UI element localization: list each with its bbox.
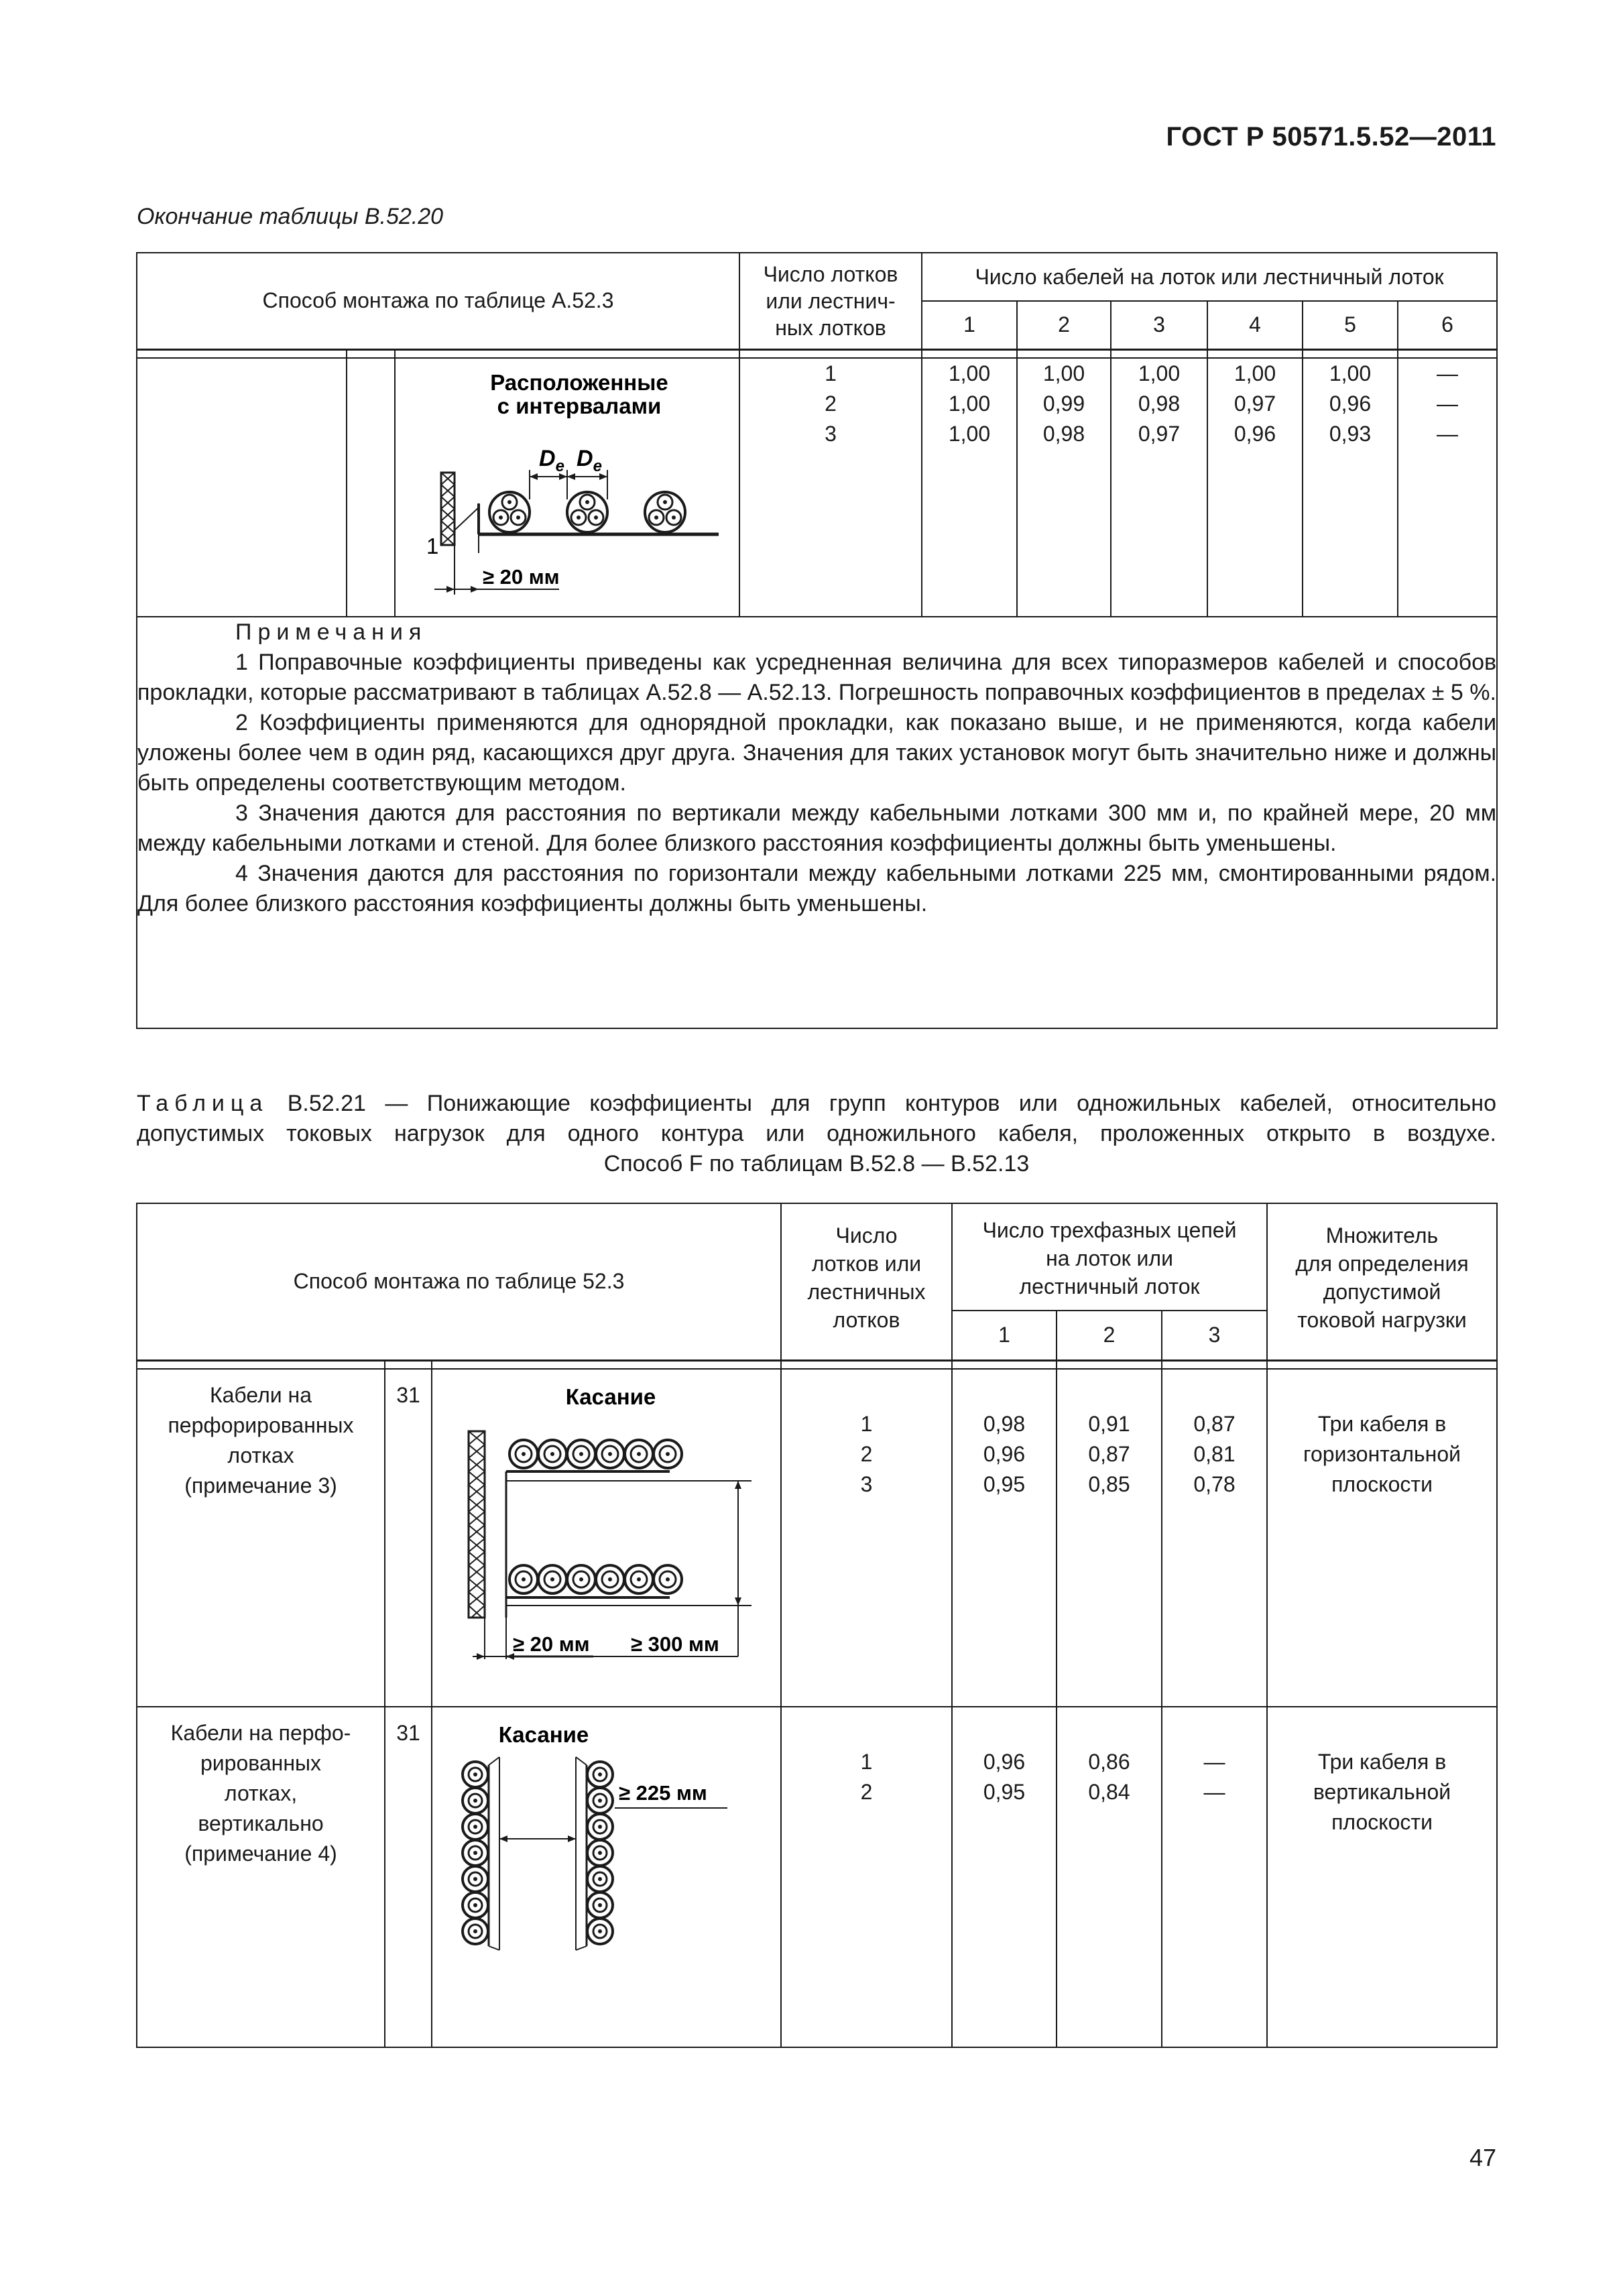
col-header: 2 <box>1057 1311 1162 1360</box>
multiplier-header: Множитель для определения допустимой токовой нагрузки <box>1267 1203 1497 1360</box>
svg-text:De: $D_e$ <box>539 445 564 475</box>
cable-trefoil <box>489 492 530 532</box>
empty-cell <box>137 358 347 617</box>
dimension-20mm: ≥ 20 мм <box>483 564 560 589</box>
note-4: 4 Значения даются для расстояния по горизонтали между кабельными лотками 225 мм, смонтированными рядом. Для более близкого расстояния коэффициенты должны быть уменьшены. <box>137 860 1497 916</box>
factor-column: 1,00 0,98 0,97 <box>1111 358 1207 617</box>
method-header: Способ монтажа по таблице А.52.3 <box>137 253 739 349</box>
row-label: Кабели на перфо- рированных лотках, вертикально (примечание 4) <box>137 1707 385 2047</box>
col-header: 6 <box>1398 301 1497 349</box>
table-continuation-caption: Окончание таблицы В.52.20 <box>137 204 444 229</box>
col-header: 1 <box>952 1311 1057 1360</box>
method-code: 31 <box>385 1707 432 2047</box>
dimension-225mm: ≥ 225 мм <box>619 1780 707 1805</box>
table-b5220 <box>136 252 1498 1029</box>
factor-column: 0,91 0,87 0,85 <box>1057 1369 1162 1707</box>
horizontal-trays-diagram <box>432 1369 781 1707</box>
multiplier-value: Три кабеля в вертикальной плоскости <box>1267 1707 1497 2047</box>
trays-values: 1 2 3 <box>781 1369 952 1707</box>
vertical-trays-diagram <box>432 1707 781 2047</box>
trays-header: Число лотков или лестничных лотков <box>781 1203 952 1360</box>
circuits-header: Число трехфазных цепей на лоток или лестничный лоток <box>952 1203 1267 1311</box>
diagram-title: Расположенные <box>490 369 668 395</box>
factor-column: 0,96 0,95 <box>952 1707 1057 2047</box>
empty-cell <box>347 358 395 617</box>
factor-column: 0,87 0,81 0,78 <box>1162 1369 1267 1707</box>
trays-values: 1 2 3 <box>739 358 922 617</box>
dimension-300mm: ≥ 300 мм <box>631 1632 719 1656</box>
cable-trefoil <box>567 492 607 532</box>
factor-column: 1,00 0,96 0,93 <box>1303 358 1398 617</box>
cable-trefoil <box>645 492 685 532</box>
col-header: 5 <box>1303 301 1398 349</box>
method-header: Способ монтажа по таблице 52.3 <box>137 1203 781 1360</box>
col-header: 3 <box>1162 1311 1267 1360</box>
diagram-title: Касание <box>565 1384 656 1409</box>
table-b5221 <box>136 1203 1498 2048</box>
note-3: 3 Значения даются для расстояния по вертикали между кабельными лотками 300 мм и, по крайней мере, 20 мм между кабельными лотками и стеной. Для более близкого расстояния коэффициенты должны быть уменьшены. <box>137 800 1497 856</box>
factor-column: 0,98 0,96 0,95 <box>952 1369 1057 1707</box>
cable-column-left <box>463 1762 488 1944</box>
table-notes <box>137 617 1497 1028</box>
trays-values: 1 2 <box>781 1707 952 2047</box>
table-b5221-caption: Таблица В.52.21 — Понижающие коэффициенты для групп контуров или одножильных кабелей, относительно допустимых токовых нагрузок для одного контура или одножильного кабеля, проложенных открыто в воздухе. Способ F по таблицам В.52.8 — В.52.13 <box>137 1091 1496 1176</box>
cable-row-upper <box>509 1440 682 1468</box>
dimension-20mm: ≥ 20 мм <box>513 1632 590 1656</box>
factor-column: — — — <box>1398 358 1497 617</box>
diagram-title: с интервалами <box>497 393 662 418</box>
cable-row-lower <box>509 1565 682 1593</box>
factor-column: 0,86 0,84 <box>1057 1707 1162 2047</box>
cable-column-right <box>587 1762 613 1944</box>
factor-column: 1,00 0,99 0,98 <box>1017 358 1111 617</box>
factor-column: 1,00 0,97 0,96 <box>1207 358 1303 617</box>
page-number: 47 <box>1469 2144 1496 2171</box>
svg-text:De: $D_e$ <box>577 445 602 475</box>
row-label: Кабели на перфорированных лотках (примечание 3) <box>137 1369 385 1707</box>
document-code: ГОСТ Р 50571.5.52—2011 <box>1166 122 1496 152</box>
col-header: 1 <box>922 301 1017 349</box>
diagram-title: Касание <box>498 1721 589 1747</box>
cables-per-tray-header: Число кабелей на лоток или лестничный лоток <box>922 253 1497 301</box>
label-1: 1 <box>426 533 439 558</box>
note-1: 1 Поправочные коэффициенты приведены как усредненная величина для всех типоразмеров кабелей и способов прокладки, которые рассматривают в таблицах А.52.8 — А.52.13. Погрешность поправочных коэффициентов в пределах ± 5 %. <box>137 649 1497 705</box>
factor-column: 1,00 1,00 1,00 <box>922 358 1017 617</box>
note-2: 2 Коэффициенты применяются для однорядной прокладки, как показано выше, и не применяются, когда кабели уложены более чем в один ряд, касающихся друг друга. Значения для таких установок могут быть значительно ниже и должны быть определены соответствующим методом. <box>137 709 1497 796</box>
method-code: 31 <box>385 1369 432 1707</box>
trays-header: Число лотков или лестнич- ных лотков <box>739 253 922 349</box>
col-header: 3 <box>1111 301 1207 349</box>
col-header: 4 <box>1207 301 1303 349</box>
col-header: 2 <box>1017 301 1111 349</box>
multiplier-value: Три кабеля в горизонтальной плоскости <box>1267 1369 1497 1707</box>
spaced-cables-diagram <box>395 358 739 617</box>
factor-column: — — <box>1162 1707 1267 2047</box>
notes-heading: Примечания <box>235 619 428 645</box>
